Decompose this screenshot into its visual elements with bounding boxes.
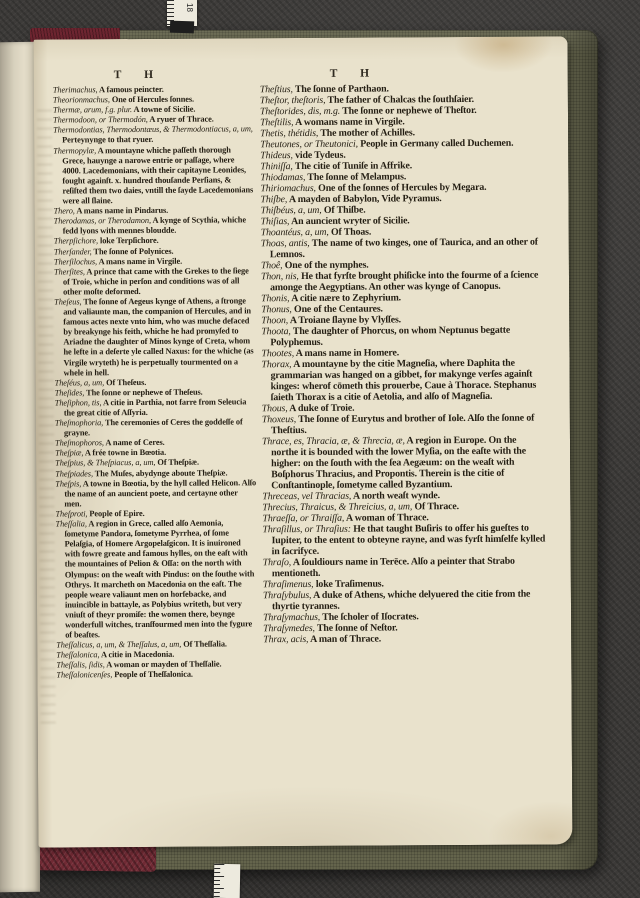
dictionary-entry: Theſmophoros, A name of Ceres. (54, 438, 165, 448)
entry-headword: Theſeus, (54, 297, 82, 307)
dictionary-entry: Therſilochus, A mans name in Virgile. (53, 256, 183, 267)
entry-headword: Therimachus, (52, 85, 98, 95)
red-leather-spine-bottom (24, 844, 156, 872)
dictionary-entry: Theſproti, People of Epire. (55, 508, 145, 519)
entry-headword: Thoas, antis, (260, 237, 310, 250)
entry-headword: Therpſichore, (53, 236, 99, 246)
dictionary-entry: Thoota, The daughter of Phorcus, on whom Neptunus begatte Polyphemus. (261, 324, 511, 349)
dictionary-entry: Theſeus, The ſonne of Aegeus kynge of Athens, a ſtronge and valiaunte man, the companion of Hercules, and in famous actes nexte vnto him, who was muche defaced by breakynge his feith, whiche he had promyſed to Ariadne the daughter of Minos kynge of Creta, whom he lefte in a deſerte yle called Naxus: for the whiche (as Virgile wryteth) he is perpetually tourmented on a whele in hell. (54, 296, 254, 378)
entry-headword: Thonis, (261, 293, 290, 305)
dictionary-entry: Thermodoon, or Thermodón, A ryuer of Thrace. (53, 114, 214, 125)
dictionary-entry: Thiſbe, A mayden of Babylon, Vide Pyramus. (260, 193, 442, 206)
dictionary-entry: Thoxeus, The ſonne of Eurytus and brother of Iole. Alſo the ſonne of Theſtius. (261, 412, 535, 437)
entry-headword: Theutones, or Theutonici, (260, 138, 358, 151)
entry-headword: Thous, (261, 403, 288, 415)
dictionary-entry: Theſiphon, tis, A citie in Parthia, not farre from Seleucia the great citie of Aſſyria. (54, 397, 247, 418)
dictionary-entry: Theſpiæ, A frée towne in Bœotia. (55, 448, 167, 458)
dictionary-entry: Thonus, One of the Centaures. (261, 303, 383, 316)
ruler-top-end (170, 21, 194, 34)
entry-headword: Thiriomachus, (260, 182, 316, 195)
dictionary-entry: Thermopylæ, A mountayne whiche paſſeth thorough Grece, hauynge a narowe entrie or paſſage, where 4000. Lacedemonians, with their capitayne Leonides, fought againſt. x. hundred thouſande Perſians, & reſiſted them two daies, vntill the ſayde Lacedemonians were all ſlaine. (53, 144, 254, 206)
dictionary-entry: Theſſalia, A region in Grece, called alſo Aemonia, ſometyme Pandora, ſometyme Pyrrhea, of ſome Pelaſgia, of Homere Argopelaſgicon. It is inuironed with fowre greate and famous hylles, on the eaſt with the mountaines of Pelion & Oſſa: on the north with Olympus: on the weaſt with Pindus: on the ſouthe with Othrys. It marcheth on Macedonia on the eaſt. The people weare valiaunt men on horſebacke, and inuincible in battayle, as Polybius writeth, but very vniuſt of theyr promiſe: the women there, beynge wonderfull witches, tranſfourmed men into the fygure of beaſtes. (55, 518, 255, 640)
entry-headword: Threceas, vel Thracias, (262, 490, 352, 503)
dictionary-entry: Thero, A mans name in Pindarus. (53, 205, 169, 216)
entry-headword: Thiſbéus, a, um, (260, 204, 322, 217)
dictionary-entry: Theutones, or Theutonici, People in Germany called Duchemen. (260, 137, 514, 151)
entry-headword: Thermodontias, Thermodontæus, & Thermodontiacus, a, um, (53, 124, 253, 135)
entry-headword: Thiniſſa, (260, 161, 293, 173)
entry-headword: Thon, nis, (260, 271, 299, 283)
entry-headword: Therſilochus, (53, 256, 98, 267)
entry-headword: Thiodamas, (260, 171, 306, 184)
dictionary-entry: Thraeſſa, or Thraiſſa, A woman of Thrace. (262, 512, 429, 525)
dictionary-entry: Threceas, vel Thracias, A north weaſt wynde. (262, 490, 441, 503)
entry-headword: Therſites, (53, 267, 85, 277)
entry-headword: Thetis, thétidis, (260, 127, 319, 140)
dictionary-entry: Threcius, Thraicus, & Threicius, a, um, Of Thrace. (262, 501, 459, 514)
entry-headword: Theſſalonicenſes, (56, 670, 113, 680)
entry-headword: Theſſalicus, a, um, & Theſſalus, a, um, (56, 639, 182, 650)
entry-headword: Thraſimenus, (262, 578, 314, 591)
dictionary-entry: Thorax, A mountayne by the citie Magneſia, where Daphita the grammarian was hanged on a gibbet, for makynge verſes againſt kinges: wherof cōmeth this prouerbe, Caue à Thorace. Stephanus ſaieth Thorax is a citie of Aetolia, and alſo of Magneſia. (261, 357, 537, 404)
dictionary-entry: Thideus, vide Tydeus. (260, 149, 346, 162)
dictionary-entry: Thrax, acis, A man of Thrace. (263, 633, 382, 646)
entry-headword: Theſſalonica, (56, 650, 100, 660)
dictionary-entry: Theſtilis, A womans name in Virgile. (260, 116, 405, 129)
dictionary-entry: Theſpis, A towne in Bœotia, by the hyll called Helicon. Alſo the name of an auncient poete, and certayne other men. (55, 477, 257, 509)
dictionary-entry: Theſpiades, The Muſes, abydynge aboute Theſpiæ. (55, 468, 228, 479)
dictionary-entry: Thraſymachus, The ſcholer of Iſocrates. (263, 611, 419, 624)
dictionary-entry: Theſmophoria, The ceremonies of Ceres the goddeſſe of grayne. (54, 417, 243, 438)
ruler-number: 18 (185, 3, 195, 12)
dictionary-entry: Thraſybulus, A duke of Athens, whiche delyuered the citie from the thyrtie tyrannes. (262, 588, 531, 613)
dictionary-entry: Thoon, A Troiane ſlayne by Vlyſſes. (261, 314, 401, 327)
entry-headword: Theſides, (54, 388, 85, 398)
dictionary-entry: Theſſalonica, A citie in Macedonia. (56, 650, 175, 660)
dictionary-entry: Thrace, es, Thracia, æ, & Threcia, æ, A region in Europe. On the northe it is bounded with the lower Myſia, on the eaſte with the higher: on the ſouth with the ſea Aegæum: on the weaſt with Boſphorus Thracius, and Propontis. Therein is the citie of Conſtantinople, ſometyme called Byzantium. (261, 434, 527, 492)
entry-headword: Theſmophoros, (54, 438, 104, 448)
entry-headword: Theſpius, & Theſpiacus, a, um, (55, 458, 156, 468)
dictionary-entry: Theſtius, The ſonne of Parthaon. (259, 83, 389, 96)
entry-headword: Theſſalis, ſidis, (56, 660, 105, 670)
dictionary-entry: Theorionmachus, One of Hercules ſonnes. (52, 94, 195, 105)
entry-headword: Threcius, Thraicus, & Threicius, a, um, (262, 501, 413, 514)
dictionary-entry: Therſites, A prince that came with the Grekes to the ſiege of Troie, whiche in perſon and conditions was of all other moſte deformed. (53, 266, 249, 297)
entry-headword: Theſtius, (259, 84, 293, 96)
entry-headword: Theſiphon, tis, (54, 398, 102, 408)
entry-headword: Theſpis, (55, 479, 82, 489)
entry-headword: Thraeſſa, or Thraiſſa, (262, 512, 345, 525)
dictionary-entry: Thraſymedes, The ſonne of Neſtor. (263, 622, 398, 635)
dictionary-entry: Thoantéus, a, um, Of Thoas. (260, 226, 372, 239)
dictionary-entry: Therodamas, or Therodamon, A kynge of Scythia, whiche fedd lyons with mennes bloudde. (53, 215, 246, 236)
dictionary-entry: Thon, nis, He that fyrſte brought phiſicke into the fourme of a ſcience amonge the Aegyptians. An other was kynge of Canopus. (260, 269, 539, 294)
entry-headword: Theſéus, a, um, (54, 377, 105, 388)
dictionary-entry: Thetis, thétidis, The mother of Achilles. (260, 127, 415, 140)
dictionary-entry: Thous, A duke of Troie. (261, 402, 355, 415)
entry-headword: Thraſybulus, (262, 589, 312, 602)
book-page (34, 36, 573, 847)
dictionary-entry: Thoê, One of the nymphes. (260, 259, 369, 272)
entry-headword: Thoota, (261, 326, 291, 338)
dictionary-entry: Thiſbéus, a, um, Of Thiſbe. (260, 204, 366, 217)
entry-headword: Thraſo, (262, 557, 292, 569)
entry-headword: Theorionmachus, (52, 95, 110, 105)
entry-headword: Thero, (53, 206, 75, 216)
dictionary-entry: Therimachus, A famous peincter. (52, 84, 164, 95)
entry-headword: Thermæ, arum, f.g. plur. (52, 105, 133, 115)
entry-headword: Theſpiæ, (55, 448, 84, 458)
dictionary-entry: Thiriomachus, One of the ſonnes of Hercules by Megara. (260, 181, 487, 195)
entry-headword: Thonus, (261, 304, 292, 316)
entry-headword: Thiſbe, (260, 194, 288, 206)
entry-headword: Theſpiades, (55, 468, 93, 479)
entry-headword: Thootes, (261, 348, 295, 360)
dictionary-entry: Theſpius, & Theſpiacus, a, um, Of Theſpiæ. (55, 458, 200, 468)
dictionary-entry: Therſander, The ſonne of Polynices. (53, 246, 174, 257)
dictionary-entry: Thraſillus, or Thraſius: He that taught Buſiris to offer his gueſtes to Iupiter, to the entent to obteyne rayne, and was fyrſt himſelfe kylled in ſacrifyce. (262, 522, 546, 558)
entry-headword: Therſander, (53, 246, 92, 257)
ruler-bottom (214, 864, 241, 898)
entry-headword: Thrax, acis, (263, 633, 309, 646)
dictionary-entry: Theſſalicus, a, um, & Theſſalus, a, um, Of Theſſalia. (56, 639, 227, 650)
dictionary-entry: Thermodontias, Thermodontæus, & Thermodontiacus, a, um, Perteynynge to that ryuer. (53, 124, 253, 145)
dictionary-entry: Thonis, A citie nære to Zephyrium. (261, 292, 401, 305)
entry-headword: Thermodoon, or Thermodón, (53, 115, 148, 125)
dictionary-entry: Theſſalis, ſidis, A woman or mayden of Theſſalie. (56, 659, 222, 670)
dictionary-entry: Thiniſſa, The citie of Tuniſe in Affrike. (260, 160, 413, 173)
entry-headword: Thoxeus, (261, 414, 297, 426)
dictionary-entry: Theſſalonicenſes, People of Theſſalonica. (56, 670, 193, 680)
entry-headword: Thrace, es, Thracia, æ, & Threcia, æ, (261, 435, 405, 448)
text-column-right (260, 83, 546, 646)
dictionary-entry: Thoas, antis, The name of two kinges, one of Taurica, and an other of Lemnos. (260, 236, 538, 261)
entry-headword: Theſſalia, (55, 519, 87, 529)
entry-headword: Thraſillus, or Thraſius: (262, 523, 351, 536)
entry-headword: Thideus, (260, 150, 293, 162)
dictionary-entry: Therpſichore, loke Terpſichore. (53, 236, 159, 246)
entry-headword: Thoê, (260, 260, 283, 272)
entry-headword: Thoantéus, a, um, (260, 226, 329, 239)
entry-headword: Thoon, (261, 315, 289, 327)
dictionary-entry: Theſtor, theſtoris, The father of Chalcas the ſouthſaier. (259, 93, 474, 107)
entry-headword: Thraſymedes, (263, 622, 315, 635)
running-head-left: T H (113, 68, 155, 82)
entry-headword: Thorax, (261, 359, 292, 371)
entry-headword: Theſtilis, (260, 117, 294, 129)
dictionary-entry: Theſéus, a, um, Of Theſeus. (54, 377, 147, 388)
dictionary-entry: Thootes, A mans name in Homere. (261, 347, 400, 360)
text-column-left (53, 84, 258, 681)
dictionary-entry: Thraſimenus, loke Traſimenus. (262, 578, 384, 591)
dictionary-entry: Theſtorides, dis, m.g. The ſonne or nephewe of Theſtor. (259, 104, 477, 118)
dictionary-entry: Thiodamas, The ſonne of Melampus. (260, 171, 407, 184)
running-head-right: T H (329, 67, 371, 80)
entry-headword: Theſtorides, dis, m.g. (259, 105, 341, 118)
entry-headword: Theſmophoria, (54, 418, 104, 428)
entry-headword: Thraſymachus, (263, 611, 321, 624)
entry-headword: Therodamas, or Therodamon, (53, 216, 151, 226)
dictionary-entry: Theſides, The ſonne or nephewe of Theſeus. (54, 387, 203, 398)
dictionary-entry: Thraſo, A ſouldiours name in Terēce. Alſo a peinter that Strabo mentioneth. (262, 555, 515, 580)
entry-headword: Thiſias, (260, 216, 290, 228)
dictionary-entry: Thermæ, arum, f.g. plur. A towne of Sicilie. (52, 104, 196, 115)
dictionary-entry: Thiſias, An auncient wryter of Sicilie. (260, 215, 410, 228)
entry-headword: Theſproti, (55, 509, 88, 519)
entry-headword: Theſtor, theſtoris, (259, 94, 326, 107)
entry-headword: Thermopylæ, (53, 145, 97, 156)
